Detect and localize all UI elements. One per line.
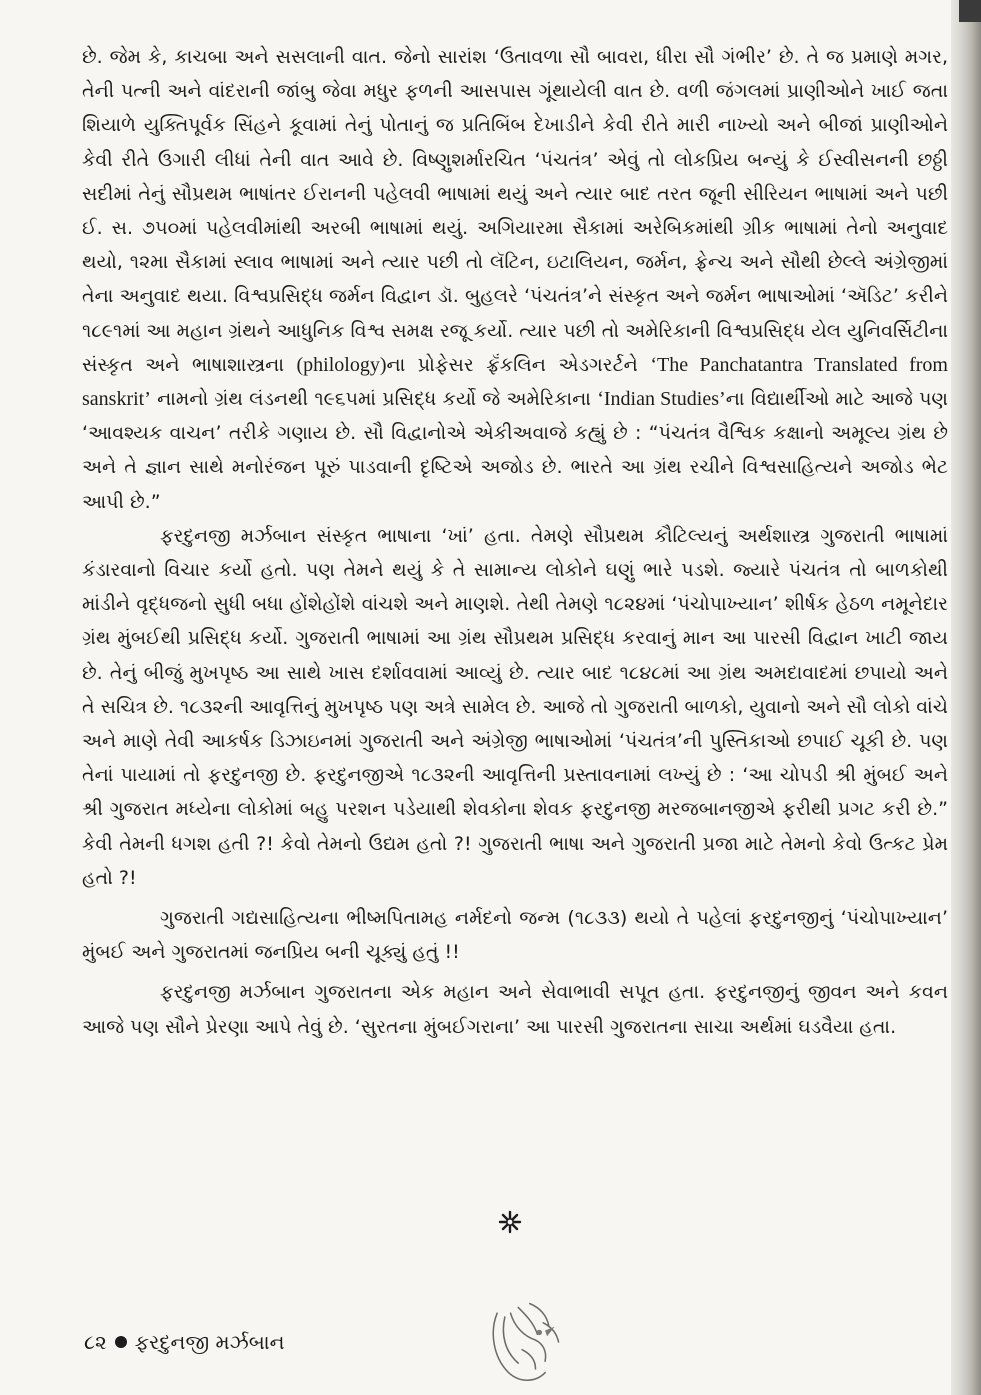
latin-term-philology: (philology) [296,353,387,376]
paragraph-1: છે. જેમ કે, કાચબા અને સસલાની વાત. જેનો સારાંશ ‘ઉતાવળા સૌ બાવરા, ધીરા સૌ ગંભીર’ છે. તે જ પ્રમાણે મગર, તેની પત્ની અને વાંદરાની જાંબુ જેવા મધુર ફળની આસપાસ ગૂંથાયેલી વાત છે. વળી જંગલમાં પ્રાણીઓને ખાઈ જતા શિયાળે યુક્તિપૂર્વક સિંહને કૂવામાં તેનું પોતાનું જ પ્રતિબિંબ દેખાડીને કેવી રીતે મારી નાખ્યો અને બીજાં પ્રાણીઓને કેવી રીતે ઉગારી લીધાં તેની વાત આવે છે. વિષ્ણુશર્મારચિત ‘પંચતંત્ર’ એવું તો લોકપ્રિય બન્યું કે ઈસ્વીસનની છઠ્ઠી સદીમાં તેનું સૌપ્રથમ ભાષાંતર ઈરાનની પહેલવી ભાષામાં થયું અને ત્યાર બાદ તરત જૂની સીરિયન ભાષામાં અને પછી ઈ. સ. ૭૫૦માં પહેલવીમાંથી અરબી ભાષામાં થયું. અગિયારમા સૈકામાં અરેબિકમાંથી ગ્રીક ભાષામાં તેનો અનુવાદ થયો, ૧૨મા સૈકામાં સ્લાવ ભાષામાં અને ત્યાર પછી તો લૅટિન, ઇટાલિયન, જર્મન, ફ્રેન્ચ અને સૌથી છેલ્લે અંગ્રેજીમાં તેના અનુવાદ થયા. વિશ્વપ્રસિદ્ધ જર્મન વિદ્વાન ડૉ. બુહલરે ‘પંચતંત્ર’ને સંસ્કૃત અને જર્મન ભાષાઓમાં ‘ઍડિટ’ કરીને ૧૮૯૧માં આ મહાન ગ્રંથને આધુનિક વિશ્વ સમક્ષ રજૂ કર્યો. ત્યાર પછી તો અમેરિકાની વિશ્વપ્રસિદ્ધ યેલ યુનિવર્સિટીના સંસ્કૃત અને ભાષાશાસ્ત્રના (philology)ના પ્રોફેસર ફ્રૅંકલિન એડગરર્ટને ‘The Panchatantra Translated from sanskrit’ નામનો ગ્રંથ લંડનથી ૧૯૬૫માં પ્રસિદ્ધ કર્યો જે અમેરિકાના ‘Indian Studies’ના વિદ્યાર્થીઓ માટે આજે પણ ‘આવશ્યક વાચન’ તરીકે ગણાય છે. સૌ વિદ્વાનોએ એકીઅવાજે કહ્યું છે : “પંચતંત્ર વૈશ્વિક કક્ષાનો અમૂલ્ય ગ્રંથ છે અને તે જ્ઞાન સાથે મનોરંજન પૂરું પાડવાની દૃષ્ટિએ અજોડ છે. ભારતે આ ગ્રંથ રચીને વિશ્વસાહિત્યને અજોડ ભેટ આપી છે.” [82,46,949,513]
book-spine-edge [951,0,981,1395]
latin-studies-title: ‘Indian Studies’ [597,388,726,411]
paragraph-4: ફરદુનજી મર્ઝબાન ગુજરાતના એક મહાન અને સેવાભાવી સપૂત હતા. ફરદુનજીનું જીવન અને કવન આજે પણ સૌને પ્રેરણા આપે તેવું છે. ‘સુરતના મુંબઈગરાના’ આ પારસી ગુજરાતના સાચા અર્થમાં ઘડવૈયા હતા. [82,981,948,1038]
paragraph-2: ફરદુનજી મર્ઝબાન સંસ્કૃત ભાષાના ‘ખાં’ હતા. તેમણે સૌપ્રથમ કૌટિલ્યનું અર્થશાસ્ત્ર ગુજરાતી ભાષામાં કંડારવાનો વિચાર કર્યો હતો. પણ તેમને થયું કે તે સામાન્ય લોકોને ઘણું ભારે પડશે. જ્યારે પંચતંત્ર તો બાળકોથી માંડીને વૃદ્ધજનો સુધી બધા હોંશેહોંશે વાંચશે અને માણશે. તેથી તેમણે ૧૮૨૪માં ‘પંચોપાખ્યાન’ શીર્ષક હેઠળ નમૂનેદાર ગ્રંથ મુંબઈથી પ્રસિદ્ધ કર્યો. ગુજરાતી ભાષામાં આ ગ્રંથ સૌપ્રથમ પ્રસિદ્ધ કરવાનું માન આ પારસી વિદ્વાન ખાટી જાય છે. તેનું બીજું મુખપૃષ્ઠ આ સાથે ખાસ દર્શાવવામાં આવ્યું છે. ત્યાર બાદ ૧૮૪૮માં આ ગ્રંથ અમદાવાદમાં છપાયો અને તે સચિત્ર છે. ૧૮૩૨ની આવૃત્તિનું મુખપૃષ્ઠ પણ અત્રે સામેલ છે. આજે તો ગુજરાતી બાળકો, યુવાનો અને સૌ લોકો વાંચે અને માણે તેવી આકર્ષક ડિઝાઇનમાં ગુજરાતી અને અંગ્રેજી ભાષાઓમાં ‘પંચતંત્ર’ની પુસ્તિકાઓ છપાઈ ચૂકી છે. પણ તેનાં પાયામાં તો ફરદુનજી છે. ફરદુનજીએ ૧૮૩૨ની આવૃત્તિની પ્રસ્તાવનામાં લખ્યું છે : ‘આ ચોપડી શ્રી મુંબઈ અને શ્રી ગુજરાત મધ્યેના લોકોમાં બહુ પરશન પડેયાથી શેવકોના શેવક ફરદુનજી મરજબાનજીએ ફરીથી પ્રગટ કરી છે.” કેવી તેમની ધગશ હતી ?! કેવો તેમનો ઉદ્યમ હતો ?! ગુજરાતી ભાષા અને ગુજરાતી પ્રજા માટે તેમનો કેવો ઉત્કટ પ્રેમ હતો ?! [82,524,948,889]
body-text [82,40,948,1044]
page-footer [84,1330,285,1354]
spine-corner [959,0,981,22]
bird-emblem-icon [476,1294,572,1390]
latin-book-title: ‘The Panchatantra Translated from sanskrit’ [82,353,948,411]
asterism-icon [498,1210,522,1234]
page-number: ૮૨ [84,1330,107,1354]
running-title: ફરદુનજી મર્ઝબાન [134,1330,285,1354]
bullet-icon [115,1336,127,1348]
paragraph-3: ગુજરાતી ગદ્યસાહિત્યના ભીષ્મપિતામહ નર્મદનો જન્મ (૧૮૩૩) થયો તે પહેલાં ફરદુનજીનું ‘પંચોપાખ્યાન’ મુંબઈ અને ગુજરાતમાં જનપ્રિય બની ચૂક્યું હતું !! [82,907,948,964]
